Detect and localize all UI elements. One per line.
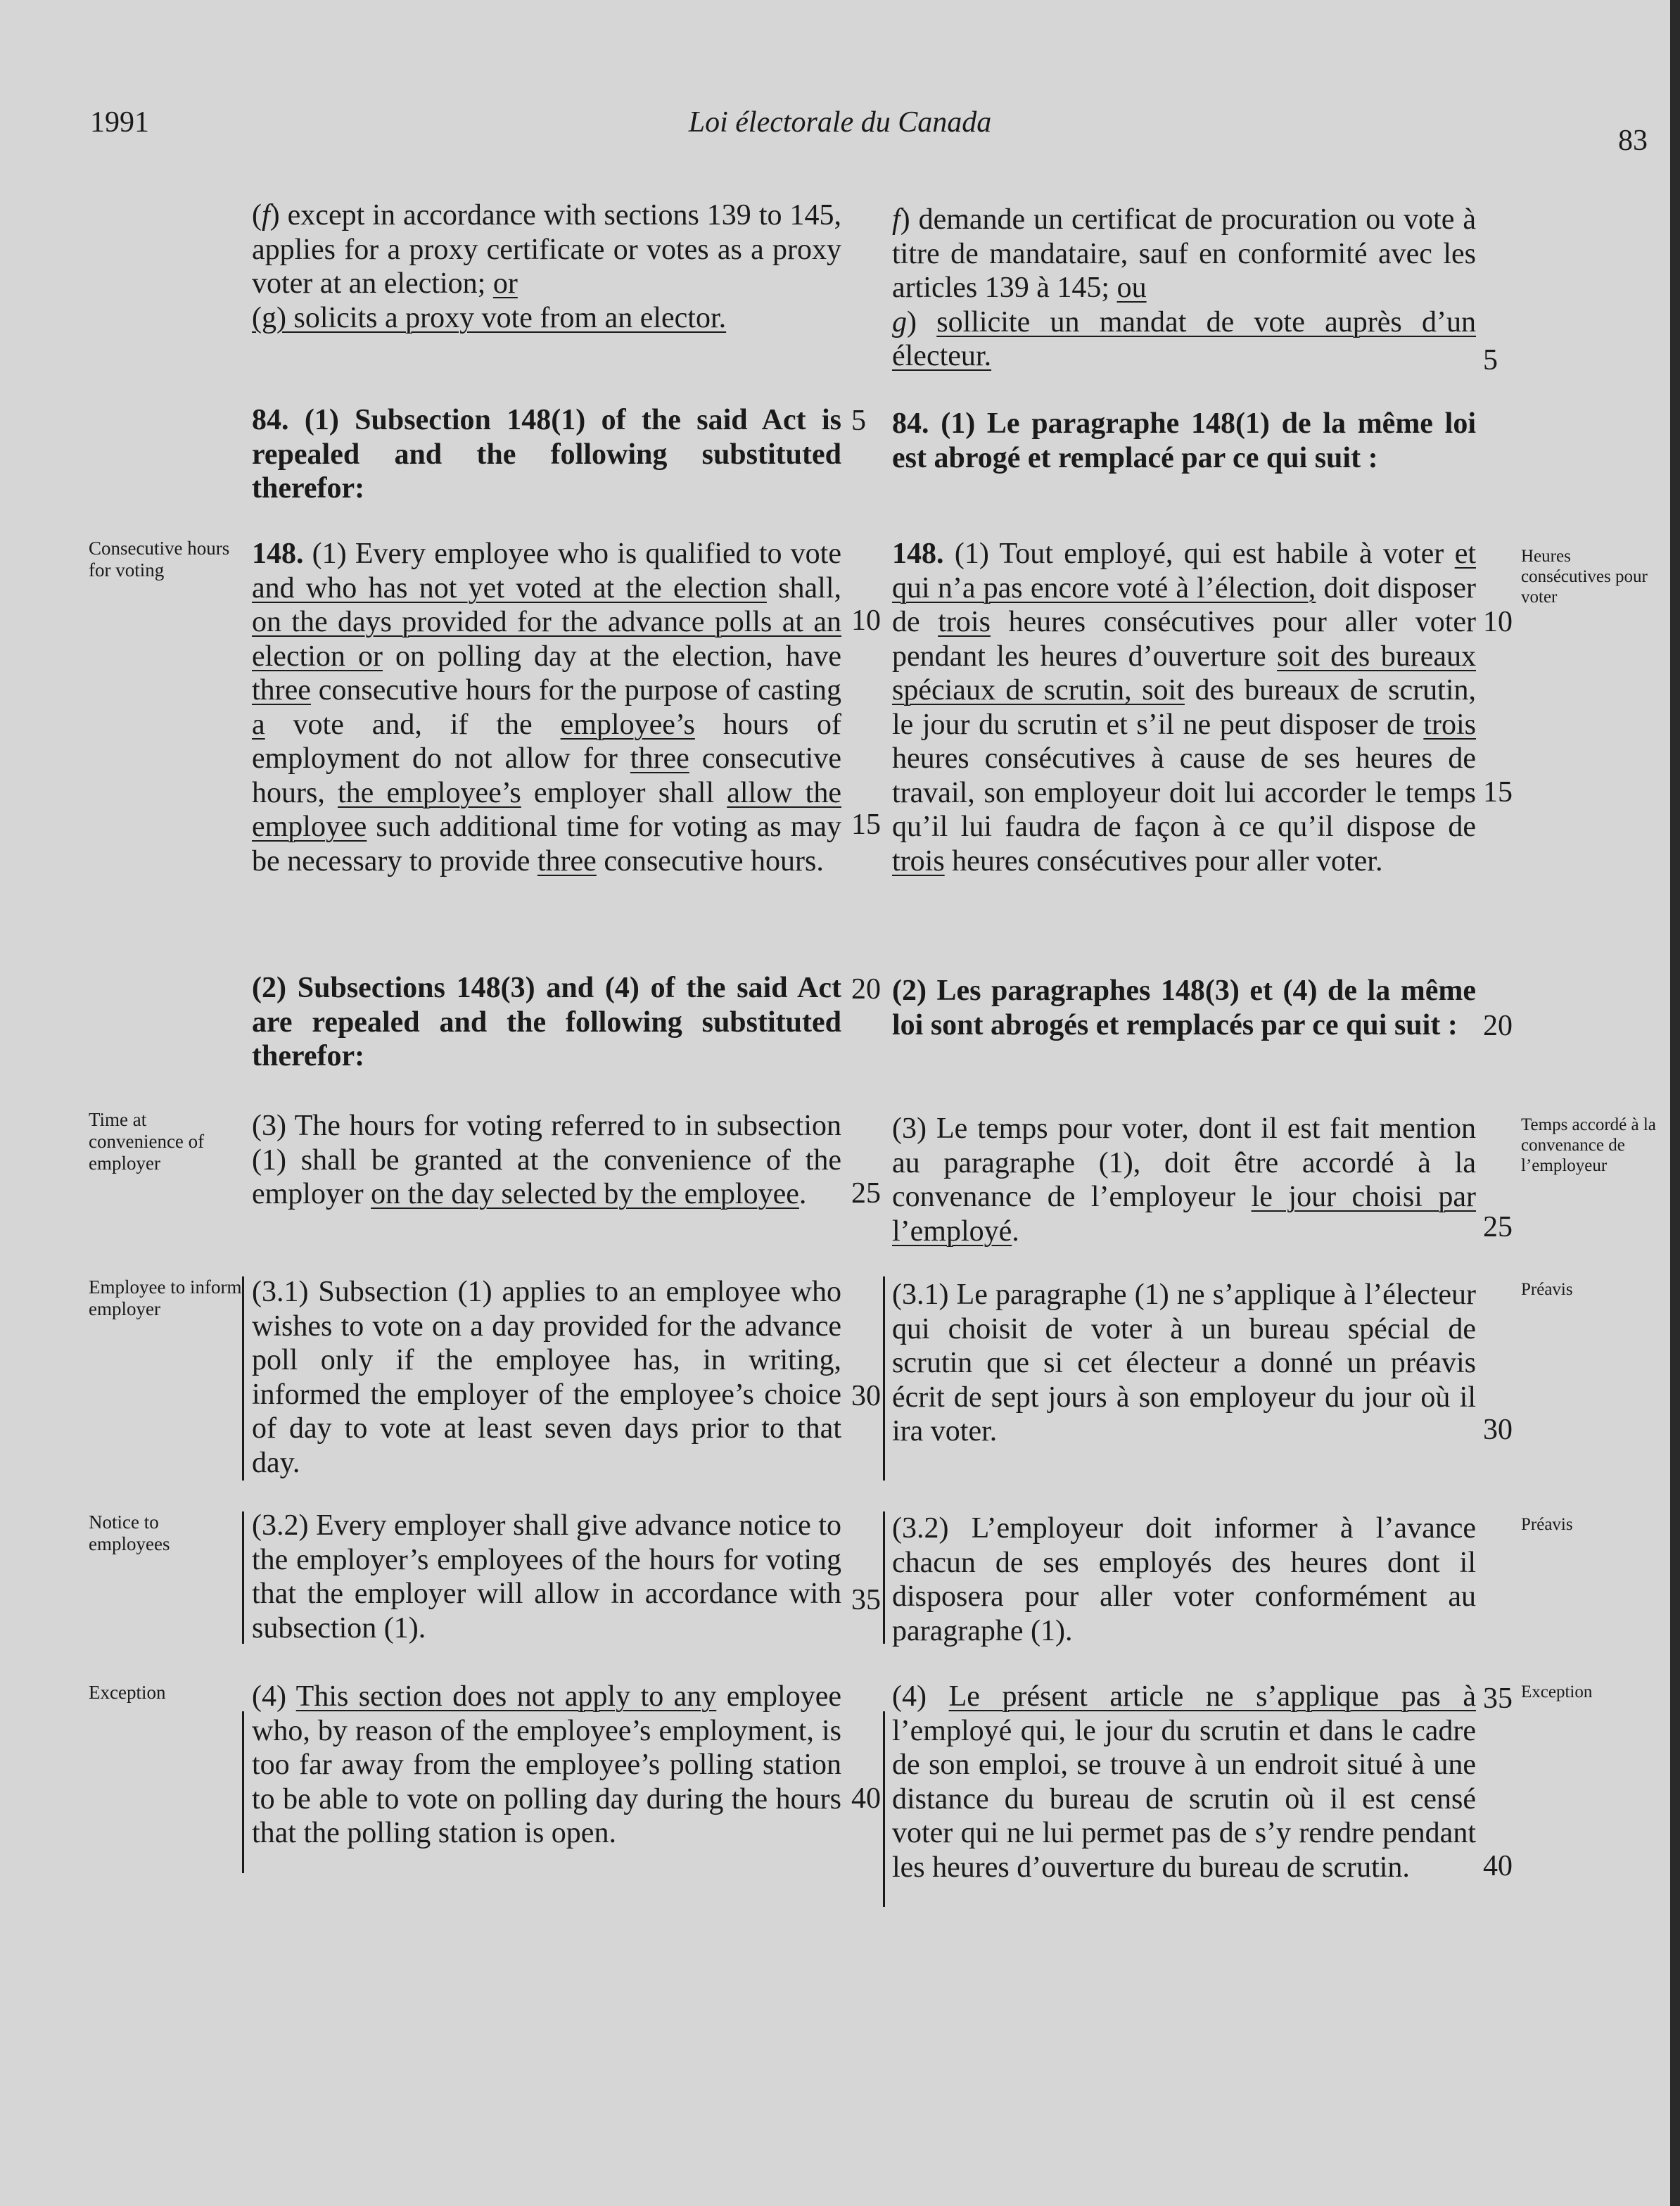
fr-amend2-heading: (2) Les paragraphes 148(3) et (4) de la même loi sont abrogés et remplacés par ce qui suit :: [892, 975, 1476, 1041]
line-number: 40: [1483, 1850, 1513, 1882]
margin-note-notice-employees: Notice to employees: [89, 1511, 170, 1554]
margin-note-temps: Temps accordé à la convenance de l’employeur: [1521, 1115, 1656, 1175]
en-subsection-3-2: (3.2) Every employer shall give advance notice to the employer’s employees of the hours for voting that the employer will allow in accordance with subsection (1).: [252, 1509, 841, 1644]
fr-para-f-g: [892, 203, 1476, 374]
en-amend84-heading: 84. (1) Subsection 148(1) of the said Act is repealed and the following substituted therefor:: [252, 404, 841, 505]
margin-note-exception: Exception: [89, 1682, 166, 1703]
line-number: 5: [851, 405, 866, 437]
fr-change-bar: [883, 1711, 885, 1907]
line-number: 25: [1483, 1211, 1513, 1243]
fr-subsection-3-2: (3.2) L’employeur doit informer à l’avance chacun de ses employés des heures dont il disposera pour aller voter conformément au paragraphe (1).: [892, 1512, 1476, 1647]
line-number: 10: [1483, 606, 1513, 638]
page-number: 83: [1618, 125, 1648, 157]
line-number: 5: [1483, 344, 1498, 376]
fr-amend84-heading: 84. (1) Le paragraphe 148(1) de la même loi est abrogé et remplacé par ce qui suit :: [892, 407, 1476, 474]
fr-subsection-3: (3) Le temps pour voter, dont il est fait mention au paragraphe (1), doit être accordé à la convenance de l’employeur le jour choisi par l’employé.: [892, 1112, 1476, 1248]
en-para-f-g: [252, 198, 841, 335]
en-para-g: (g) solicits a proxy vote from an elector.: [252, 301, 727, 334]
header-title: Loi électorale du Canada: [688, 106, 992, 139]
en-subsection-3-1: (3.1) Subsection (1) applies to an employee who wishes to vote on a day provided for the advance poll only if the employee has, in writing, informed the employer of the employee’s choice of day to vote at least seven days prior to that day.: [252, 1276, 841, 1479]
binding-edge: [1670, 0, 1680, 2206]
fr-change-bar: [883, 1276, 885, 1481]
margin-note-consecutive-hours: Consecutive hours for voting: [89, 538, 230, 581]
en-subsection-4: (4) This section does not apply to any employee who, by reason of the employee’s employment, is too far away from the employee’s polling station to be able to vote on polling day during the hours that the polling station is open.: [252, 1680, 841, 1849]
margin-note-employee-inform: Employee to inform employer: [89, 1276, 242, 1319]
margin-note-heures: Heures consécutives pour voter: [1521, 547, 1648, 607]
en-amend2-heading: (2) Subsections 148(3) and (4) of the said Act are repealed and the following substituted therefor:: [252, 972, 841, 1072]
line-number: 10: [851, 604, 881, 637]
margin-note-preavis: Préavis: [1521, 1515, 1573, 1534]
margin-note-preavis: Préavis: [1521, 1280, 1573, 1299]
line-number: 20: [851, 973, 881, 1006]
line-number: 40: [851, 1782, 881, 1815]
line-number: 30: [1483, 1414, 1513, 1446]
header-year: 1991: [90, 106, 149, 139]
en-change-bar: [242, 1711, 244, 1873]
fr-para-f: f) demande un certificat de procuration ou vote à titre de mandataire, sauf en conformité avec les articles 139 à 145; ou: [892, 203, 1476, 304]
fr-section-148-1: 148. (1) Tout employé, qui est habile à voter et qui n’a pas encore voté à l’élection, doit disposer de trois heures consécutives pour aller voter pendant les heures d’ouverture soit des bureaux spéciaux de scrutin, soit des bureaux de scrutin, le jour du scrutin et s’il ne peut disposer de trois heures consécutives à cause de ses heures de travail, son employeur doit lui accorder le temps qu’il lui faudra de façon à ce qu’il dispose de trois heures consécutives pour aller voter.: [892, 538, 1476, 877]
margin-note-exception-fr: Exception: [1521, 1682, 1593, 1701]
fr-para-g: g) sollicite un mandat de vote auprès d’un électeur.: [892, 305, 1476, 372]
fr-subsection-3-1: (3.1) Le paragraphe (1) ne s’applique à l’électeur qui choisit de voter à un bureau spécial de scrutin que si cet électeur a donné un préavis écrit de sept jours à son employeur du jour où il ira voter.: [892, 1279, 1476, 1447]
line-number: 35: [1483, 1682, 1513, 1715]
line-number: 25: [851, 1177, 881, 1210]
line-number: 15: [1483, 776, 1513, 809]
fr-change-bar: [883, 1511, 885, 1644]
line-number: 15: [851, 809, 881, 841]
en-para-f: (f) except in accordance with sections 139 to 145, applies for a proxy certificate or votes as a proxy voter at an election; or: [252, 199, 841, 300]
en-section-148-1: 148. (1) Every employee who is qualified to vote and who has not yet voted at the election shall, on the days provided for the advance polls at an election or on polling day at the election, have three consecutive hours for the purpose of casting a vote and, if the employee’s hours of employment do not allow for three consecutive hours, the employee’s employer shall allow the employee such additional time for voting as may be necessary to provide three consecutive hours.: [252, 538, 842, 877]
en-subsection-3: (3) The hours for voting referred to in subsection (1) shall be granted at the convenience of the employer on the day selected by the employee.: [252, 1110, 841, 1210]
margin-note-time-convenience: Time at convenience of employer: [89, 1109, 205, 1174]
line-number: 20: [1483, 1010, 1513, 1042]
fr-subsection-4: (4) Le présent article ne s’applique pas à l’employé qui, le jour du scrutin et dans le cadre de son emploi, se trouve à un endroit situé à une distance du bureau de scrutin où il est censé voter qui ne lui permet pas de s’y rendre pendant les heures d’ouverture du bureau de scrutin.: [892, 1680, 1476, 1884]
line-number: 35: [851, 1584, 881, 1616]
line-number: 30: [851, 1380, 881, 1412]
